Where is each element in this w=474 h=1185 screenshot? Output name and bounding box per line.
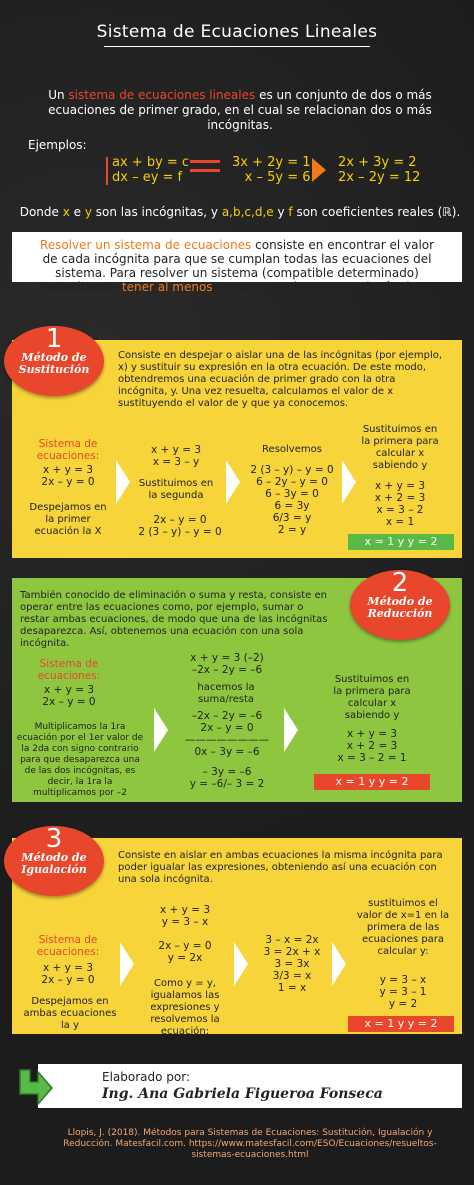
step-line: resolvemos la [150, 1014, 220, 1025]
eq-line: 2x – y = 0 [200, 722, 254, 734]
intro-line-2: ecuaciones de primer grado, en el cual se relacionan dos o más [48, 103, 432, 117]
system-eqs [28, 962, 108, 986]
desc-line: operar entre las ecuaciones como, por ejemplo, sumar o [20, 602, 304, 613]
eq-line: x + y = 3 [150, 444, 202, 456]
def-var: f [288, 205, 293, 219]
eq-line: y = 3 – x [379, 974, 427, 986]
method-3-badge [4, 826, 104, 896]
equals-icon [190, 160, 220, 178]
ref-line: Llopis, J. (2018). Métodos para Sistemas de Ecuaciones: Sustitución, Igualación y [67, 1128, 433, 1138]
step-line: hacemos la [197, 682, 255, 693]
step-line: multiplicamos por –2 [32, 788, 127, 798]
eq-line: 2 = y [277, 524, 307, 536]
step-line: ecuación la X [34, 526, 102, 537]
eq-line: 2x – y = 0 [158, 940, 212, 952]
eq-line: y = 3 – 1 [379, 986, 427, 998]
example-1 [232, 155, 311, 185]
step-line: ecuación: [160, 1026, 210, 1037]
eq-line: x + y = 3 [159, 904, 211, 916]
intro-text-c: es un conjunto de dos o más [255, 88, 432, 102]
eq-line: 6 = 3y [274, 500, 310, 512]
suma-eqs [172, 710, 282, 758]
resolver-text: consiste en encontrar el valor [251, 238, 435, 252]
arrow-right-icon [312, 158, 326, 182]
eq-line: x + y = 3 (–2) [190, 652, 264, 664]
chevron-right-icon [154, 708, 168, 752]
author-name: Ing. Ana Gabriela Figueroa Fonseca [102, 1086, 383, 1102]
step-line: la segunda [148, 490, 204, 501]
eq-line: –2x – 2y = –6 [191, 710, 263, 722]
desc-line: incógnita. [20, 638, 70, 649]
eq-line: y = –6/– 3 = 2 [189, 778, 265, 790]
despejamos-text [22, 502, 114, 538]
badge-label: Método de [21, 851, 87, 864]
credit-label: Elaborado por: [102, 1070, 191, 1084]
eq-line: x = 3 – y [152, 456, 200, 468]
badge-label: Igualación [21, 863, 87, 876]
step-line: Sustituimos en [334, 674, 410, 685]
def-part: son coeficientes reales (ℝ). [292, 205, 461, 219]
eq-line: 6 – 2y – y = 0 [256, 476, 328, 488]
final-eqs [172, 766, 282, 790]
step-line: decir, la 1ra la [47, 777, 113, 787]
eq-line: x + 2 = 3 [346, 740, 398, 752]
definition-text [10, 205, 470, 219]
eq-line: ———————— [185, 734, 269, 746]
desc-line: poder igualar las expresiones, obteniendo así una ecuación con [118, 862, 437, 873]
def-var: y [84, 205, 92, 219]
desc-line: sustituyendo el valor de y que ya conocemos. [118, 398, 349, 409]
eq-line: x + y = 3 [346, 728, 398, 740]
chevron-right-icon [226, 460, 240, 504]
eq-line: y = 2 [388, 998, 418, 1010]
system-eqs [28, 464, 108, 488]
step-line: la y [60, 1020, 79, 1031]
examples-label: Ejemplos: [28, 138, 87, 152]
eq-line: x + y = 3 [42, 464, 94, 476]
eq-line: x + y = 3 [43, 684, 95, 696]
eq-line: 2x – y = 0 [153, 514, 207, 526]
despejado-eqs [136, 444, 216, 468]
system-label [28, 934, 108, 958]
resolver-text: sistema. Para resolver un sistema (compatible determinado) [55, 266, 419, 280]
label-line: ecuaciones: [36, 450, 100, 462]
example-eq: 2x + 3y = 2 [338, 155, 417, 170]
step-line: calcular x [347, 698, 397, 709]
method-3-description [118, 850, 458, 886]
intro-text [30, 88, 450, 133]
step-line: suma/resta [197, 694, 255, 705]
ref-line: Reducción. Matesfacil.com. https://www.matesfacil.com/ESO/Ecuaciones/resueltos- [63, 1139, 437, 1149]
badge-label: Sustitución [18, 363, 90, 376]
eq-line: y = 2x [167, 952, 203, 964]
badge-number: 3 [45, 824, 63, 854]
intro-highlight: sistema de ecuaciones lineales [68, 88, 256, 102]
desc-line: Consiste en despejar o aislar una de las incógnitas (por ejemplo, [118, 350, 443, 361]
method-1-badge [4, 326, 104, 396]
eq-line: 3/3 = x [272, 970, 312, 982]
eq-line: x = 3 – 2 [376, 504, 424, 516]
badge-label: Método de [21, 351, 87, 364]
badge-number: 2 [391, 568, 409, 598]
despejamos-text [20, 996, 120, 1032]
resolvemos-label: Resolvemos [262, 444, 322, 455]
desc-line: x) y sustituir su expresión en la otra ecuación. De este modo, [118, 362, 427, 373]
def-var: x [62, 205, 70, 219]
sust-text [348, 898, 458, 958]
resolve-eqs [252, 934, 332, 994]
eq2 [140, 940, 230, 964]
credit-box [38, 1064, 462, 1108]
step-line: de las dos incógnitas, es [24, 766, 136, 776]
y-eqs [358, 974, 448, 1010]
eq-line: 3 = 2x + x [263, 946, 321, 958]
solution-box: x = 1 y y = 2 [314, 774, 430, 790]
step-line: calcular y: [377, 946, 429, 957]
step-line: para que desaparezca una [20, 755, 140, 765]
step-line: calcular x [375, 448, 425, 459]
resolver-box [12, 232, 462, 294]
eq-line: y = 3 – x [161, 916, 209, 928]
desc-line: También conocido de eliminación o suma y resta, consiste en [20, 590, 327, 601]
step-line: sabiendo y [372, 460, 428, 471]
desc-line: obtendremos una ecuación de primer grado con la otra [118, 374, 396, 385]
def-var: a,b,c,d,e [221, 205, 274, 219]
eq-line: 6 – 3y = 0 [265, 488, 319, 500]
example-general [112, 155, 189, 185]
example-eq: dx – ey = f [112, 170, 183, 185]
sust-x-text [352, 424, 448, 472]
step-line: la 2da con signo contrario [21, 744, 139, 754]
step-line: valor de x=1 en la [356, 910, 450, 921]
step-line: primera de las [366, 922, 440, 933]
step-line: Despejamos en [31, 996, 109, 1007]
eq-line: 3 – x = 2x [265, 934, 319, 946]
example-eq: 2x – 2y = 12 [338, 170, 421, 185]
resolver-text: necesitamos [42, 280, 122, 294]
badge-label: Reducción [367, 607, 433, 620]
chevron-right-icon [234, 942, 248, 986]
eq-line: – 3y = –6 [202, 766, 252, 778]
solution-box: x = 1 y y = 2 [348, 534, 454, 550]
step-line: sustituimos el [368, 898, 438, 909]
method-2-badge [350, 570, 450, 640]
eq-line: 3 = 3x [274, 958, 310, 970]
como-text [136, 978, 234, 1038]
step-line: sabiendo y [344, 710, 400, 721]
multiply-eqs [172, 652, 282, 676]
eq-line: x + 2 = 3 [374, 492, 426, 504]
def-part: son las incógnitas, y [91, 205, 222, 219]
eq-line: 2 (3 – y) – y = 0 [250, 464, 334, 476]
title-divider [104, 46, 370, 47]
resolver-highlight: Resolver un sistema de ecuaciones [39, 238, 252, 252]
label-line: ecuaciones: [37, 670, 101, 682]
x-eqs [318, 728, 426, 764]
resolve-eqs [240, 464, 344, 536]
label-line: Sistema de [39, 658, 99, 670]
reference [60, 1128, 440, 1161]
method-2-description [20, 590, 340, 650]
resolver-text: tantas ecuaciones como incógnitas. [212, 280, 432, 294]
page-title: Sistema de Ecuaciones Lineales [96, 22, 378, 42]
example-eq: x – 5y = 6 [244, 170, 311, 185]
example-2 [338, 155, 420, 185]
resolver-highlight: tener al menos [121, 280, 213, 294]
example-eq: ax + by = c [112, 155, 190, 170]
badge-number: 1 [45, 324, 63, 354]
solution-box: x = 1 y y = 2 [348, 1016, 454, 1032]
label-line: ecuaciones: [36, 946, 100, 958]
eq-line: 1 = x [277, 982, 307, 994]
step-line: ambas ecuaciones [23, 1008, 117, 1019]
eq-line: 2 (3 – y) – y = 0 [138, 526, 222, 538]
badge-label: Método de [367, 595, 433, 608]
intro-text-a: Un [48, 88, 69, 102]
eq-line: x + y = 3 [374, 480, 426, 492]
arrow-icon [14, 1066, 56, 1108]
eq-line: 0x – 3y = –6 [194, 746, 260, 758]
intro-line-3: incógnitas. [207, 118, 273, 132]
step-line: ecuación por el 1er valor de [16, 733, 144, 743]
label-line: Sistema de [38, 438, 98, 450]
desc-line: Consiste en aislar en ambas ecuaciones la misma incógnita para [118, 850, 443, 861]
chevron-right-icon [284, 708, 298, 752]
step-line: la primera para [333, 686, 411, 697]
eq-line: 6/3 = y [272, 512, 312, 524]
chevron-right-icon [116, 460, 130, 504]
system-eqs [26, 684, 112, 708]
eq-line: x + y = 3 [42, 962, 94, 974]
ref-line: sistemas-ecuaciones.html [191, 1150, 309, 1160]
eq-line: x = 1 [385, 516, 415, 528]
method-1-description [118, 350, 458, 410]
eq-line: 2x – y = 0 [42, 696, 96, 708]
def-part: y [273, 205, 289, 219]
chevron-right-icon [332, 942, 346, 986]
step-line: Como y = y, [154, 978, 216, 989]
system-label [26, 658, 112, 682]
step-line: igualamos las [150, 990, 220, 1001]
eq-line: –2x – 2y = –6 [191, 664, 263, 676]
suma-text [178, 682, 274, 706]
desc-line: desaparezca. Así, obtenemos una ecuación con una sola [20, 626, 304, 637]
def-part: e [69, 205, 85, 219]
step-line: la primer [45, 514, 91, 525]
eq-line: 2x – y = 0 [41, 974, 95, 986]
step-line: Multiplicamos la 1ra [34, 722, 126, 732]
desc-line: una sola incógnita. [118, 874, 213, 885]
chevron-right-icon [120, 942, 134, 986]
eq-line: x = 3 – 2 = 1 [337, 752, 407, 764]
step-line: Sustituimos en [362, 424, 438, 435]
multiply-text [16, 722, 144, 799]
step-line: expresiones y [150, 1002, 220, 1013]
system-label [28, 438, 108, 462]
resolver-text: de cada incógnita para que se cumplan todas las ecuaciones del [42, 252, 432, 266]
step-line: Despejamos en [29, 502, 107, 513]
step-line: la primera para [361, 436, 439, 447]
sust-eqs [130, 514, 230, 538]
label-line: Sistema de [38, 934, 98, 946]
eq1 [140, 904, 230, 928]
desc-line: restar ambas ecuaciones, de modo que una de las incógnitas [20, 614, 328, 625]
sust-x-text [312, 674, 432, 722]
desc-line: incógnita, y. Una vez resuelta, calculamos el valor de x [118, 386, 394, 397]
def-part: Donde [19, 205, 63, 219]
step-line: ecuaciones para [361, 934, 445, 945]
sustituimos-text [132, 478, 220, 502]
eq-line: 2x – y = 0 [41, 476, 95, 488]
step-line: Sustituimos en [138, 478, 214, 489]
x-eqs [358, 480, 442, 528]
example-eq: 3x + 2y = 1 [232, 155, 311, 170]
